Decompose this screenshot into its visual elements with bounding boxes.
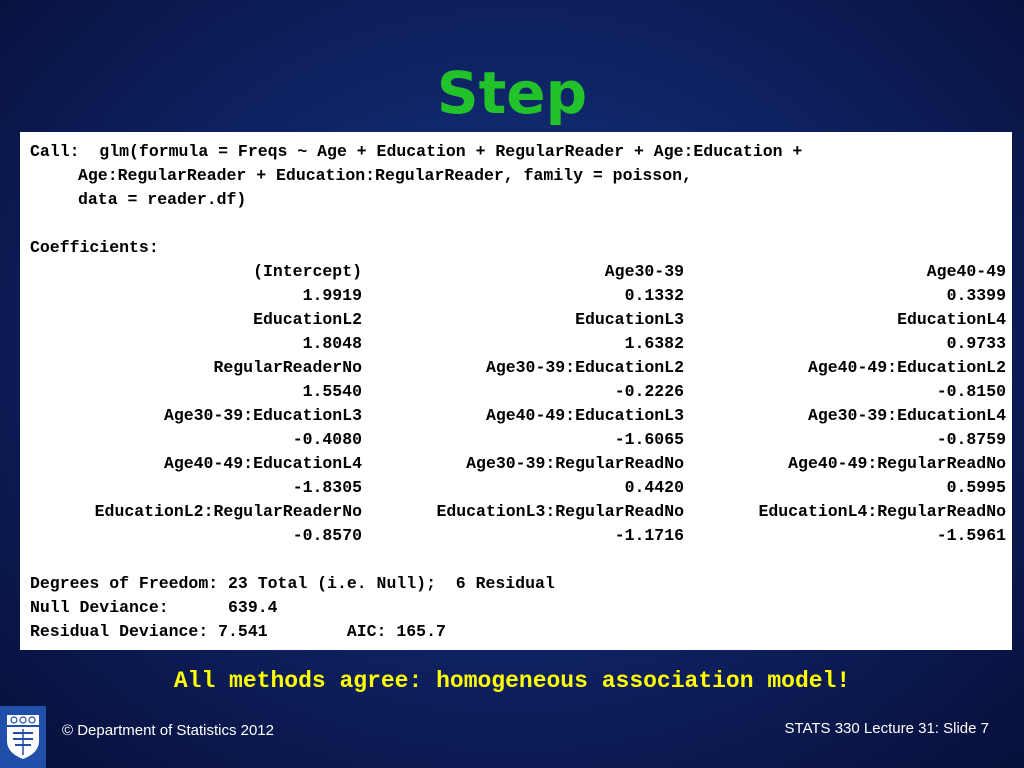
coef-name: EducationL3 (575, 310, 684, 329)
coef-name: (Intercept) (253, 262, 362, 281)
coef-name: EducationL4:RegularReadNo (758, 502, 1006, 521)
footer-copyright: © Department of Statistics 2012 (62, 722, 274, 739)
coef-name: Age40-49:RegularReadNo (788, 454, 1006, 473)
coef-value: 0.4420 (624, 478, 684, 497)
coef-names-row (30, 404, 1012, 428)
coef-value: -0.2226 (614, 382, 684, 401)
summary-line: Null Deviance: 639.4 (30, 598, 278, 617)
footer-slide-info: STATS 330 Lecture 31: Slide 7 (784, 720, 989, 737)
coef-name: Age30-39 (604, 262, 684, 281)
coef-name: EducationL2:RegularReaderNo (94, 502, 362, 521)
coef-names-row (30, 260, 1012, 284)
coef-value: 0.3399 (946, 286, 1006, 305)
coef-names-row (30, 452, 1012, 476)
coef-value: -1.1716 (614, 526, 684, 545)
coef-value: 1.8048 (302, 334, 362, 353)
coef-value: 0.5995 (946, 478, 1006, 497)
coef-value: -1.6065 (614, 430, 684, 449)
blank-line (30, 212, 1012, 236)
coef-name: Age40-49:EducationL3 (485, 406, 684, 425)
coef-name: Age40-49 (926, 262, 1006, 281)
coef-value: 0.1332 (624, 286, 684, 305)
coef-values-row (30, 524, 1012, 548)
coef-value: -0.8570 (292, 526, 362, 545)
university-crest-icon (0, 706, 46, 768)
coef-name: EducationL2 (253, 310, 362, 329)
coef-values-row (30, 428, 1012, 452)
coef-names-row (30, 356, 1012, 380)
coef-name: Age30-39:EducationL3 (163, 406, 362, 425)
coef-name: Age40-49:EducationL2 (807, 358, 1006, 377)
coef-name: Age30-39:RegularReadNo (466, 454, 684, 473)
slide-title: Step (436, 59, 588, 127)
coef-name: Age30-39:EducationL2 (485, 358, 684, 377)
r-output-box (20, 132, 1012, 650)
coef-values-row (30, 380, 1012, 404)
coef-value: 1.9919 (302, 286, 362, 305)
coef-value: -0.8759 (936, 430, 1006, 449)
coef-value: -1.5961 (936, 526, 1006, 545)
coef-names-row (30, 308, 1012, 332)
coef-value: 1.5540 (302, 382, 362, 401)
call-line: Call: glm(formula = Freqs ~ Age + Education + RegularReader + Age:Education + (30, 142, 803, 161)
coef-value: -1.8305 (292, 478, 362, 497)
coef-names-row (30, 500, 1012, 524)
call-line: Age:RegularReader + Education:RegularReader, family = poisson, (78, 166, 692, 185)
coef-value: 1.6382 (624, 334, 684, 353)
summary-line: Degrees of Freedom: 23 Total (i.e. Null); 6 Residual (30, 574, 555, 593)
blank-line (30, 548, 1012, 572)
coef-values-row (30, 476, 1012, 500)
coef-value: 0.9733 (946, 334, 1006, 353)
call-line: data = reader.df) (78, 190, 247, 209)
coef-name: Age30-39:EducationL4 (807, 406, 1006, 425)
coef-name: Age40-49:EducationL4 (163, 454, 362, 473)
conclusion-text: All methods agree: homogeneous association model! (173, 668, 851, 694)
coef-value: -0.4080 (292, 430, 362, 449)
coef-name: EducationL3:RegularReadNo (436, 502, 684, 521)
coef-name: EducationL4 (897, 310, 1006, 329)
coef-name: RegularReaderNo (213, 358, 362, 377)
coef-value: -0.8150 (936, 382, 1006, 401)
coef-values-row (30, 284, 1012, 308)
summary-line: Residual Deviance: 7.541 AIC: 165.7 (30, 622, 446, 641)
coef-values-row (30, 332, 1012, 356)
coefficients-header: Coefficients: (30, 238, 159, 257)
